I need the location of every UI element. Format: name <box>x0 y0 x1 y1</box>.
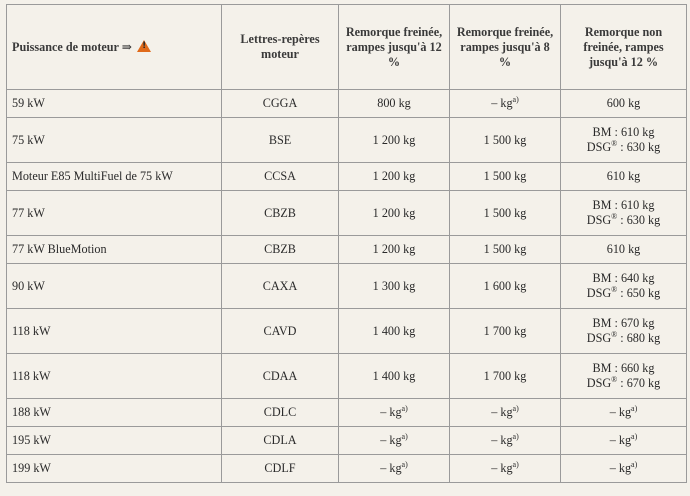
footnote-marker: a) <box>631 460 638 469</box>
table-row <box>7 118 687 163</box>
table-row <box>7 163 687 191</box>
cell-engine-power: 59 kW <box>7 90 222 118</box>
cell-unbraked-12-line: 610 kg <box>606 169 641 183</box>
cell-unbraked-12-line <box>565 331 682 346</box>
dsg-value: : 630 kg <box>617 140 661 154</box>
warning-triangle-icon <box>137 40 151 52</box>
cell-unbraked-12 <box>561 264 687 309</box>
dsg-label: DSG <box>586 376 612 390</box>
cell-engine-power: 77 kW BlueMotion <box>7 236 222 264</box>
cell-braked-12 <box>339 118 450 163</box>
cell-unbraked-12 <box>561 236 687 264</box>
footnote-marker: a) <box>401 432 408 441</box>
cell-unbraked-12-line: BM : 610 kg <box>592 125 655 139</box>
registered-mark: ® <box>611 139 618 148</box>
cell-engine-power: 90 kW <box>7 264 222 309</box>
header-engine-power <box>7 5 222 90</box>
cell-braked-8 <box>450 90 561 118</box>
footnote-marker: a) <box>631 404 638 413</box>
cell-braked-12-value: 1 200 kg <box>372 242 416 256</box>
dsg-value: : 670 kg <box>617 376 661 390</box>
cell-unbraked-12-line: BM : 610 kg <box>592 198 655 212</box>
cell-unbraked-12 <box>561 399 687 427</box>
cell-engine-code: BSE <box>222 118 339 163</box>
cell-braked-8-value: 1 500 kg <box>483 169 527 183</box>
cell-unbraked-12-line <box>565 140 682 155</box>
cell-braked-12 <box>339 309 450 354</box>
footnote-marker: a) <box>512 460 519 469</box>
cell-braked-8 <box>450 191 561 236</box>
cell-braked-12 <box>339 264 450 309</box>
registered-mark: ® <box>611 212 618 221</box>
footnote-marker: a) <box>512 95 519 104</box>
cell-unbraked-12 <box>561 309 687 354</box>
cell-engine-code: CGGA <box>222 90 339 118</box>
footnote-marker: a) <box>401 404 408 413</box>
table-header-row <box>7 5 687 90</box>
cell-unbraked-12 <box>561 163 687 191</box>
cell-braked-8 <box>450 236 561 264</box>
cell-braked-12-value: 1 200 kg <box>372 205 416 220</box>
cell-engine-code: CDLC <box>222 399 339 427</box>
cell-braked-8 <box>450 264 561 309</box>
cell-braked-12 <box>339 354 450 399</box>
header-unbraked-12-label: Remorque non freinée, rampes jusqu'à 12 % <box>583 24 664 69</box>
cell-engine-power: 188 kW <box>7 399 222 427</box>
cell-unbraked-12-line <box>565 286 682 301</box>
cell-unbraked-12 <box>561 455 687 483</box>
dsg-value: : 650 kg <box>617 286 661 300</box>
cell-braked-8-value: 1 700 kg <box>483 368 527 383</box>
cell-braked-12-value: 800 kg <box>377 96 411 110</box>
cell-braked-12-value: 1 200 kg <box>372 132 416 147</box>
table-row <box>7 455 687 483</box>
cell-braked-12 <box>339 455 450 483</box>
cell-braked-12 <box>339 163 450 191</box>
cell-braked-12 <box>339 427 450 455</box>
table-row <box>7 191 687 236</box>
cell-braked-12 <box>339 90 450 118</box>
cell-braked-8 <box>450 163 561 191</box>
cell-braked-12-value: – kg <box>380 461 402 475</box>
header-braked-8 <box>450 5 561 90</box>
cell-braked-12-value: – kg <box>380 433 402 447</box>
cell-engine-code: CAVD <box>222 309 339 354</box>
cell-engine-power: 118 kW <box>7 309 222 354</box>
table-row <box>7 264 687 309</box>
cell-braked-12 <box>339 191 450 236</box>
cell-engine-power: 195 kW <box>7 427 222 455</box>
dsg-label: DSG <box>586 213 612 227</box>
cell-braked-8 <box>450 118 561 163</box>
cell-unbraked-12-line <box>565 376 682 391</box>
table-row <box>7 427 687 455</box>
dsg-value: : 680 kg <box>617 331 661 345</box>
cell-unbraked-12 <box>561 118 687 163</box>
table-body <box>7 90 687 483</box>
cell-unbraked-12 <box>561 427 687 455</box>
cell-braked-8 <box>450 354 561 399</box>
cell-engine-power: 75 kW <box>7 118 222 163</box>
table-row <box>7 399 687 427</box>
registered-mark: ® <box>611 375 618 384</box>
cell-braked-8-value: 1 700 kg <box>483 323 527 338</box>
table-row <box>7 90 687 118</box>
dsg-label: DSG <box>586 331 612 345</box>
cell-unbraked-12 <box>561 191 687 236</box>
cell-braked-8-value: – kg <box>491 433 513 447</box>
header-unbraked-12 <box>561 5 687 90</box>
footnote-marker: a) <box>401 460 408 469</box>
cell-engine-power: Moteur E85 MultiFuel de 75 kW <box>7 163 222 191</box>
table-row <box>7 309 687 354</box>
cell-engine-code: CDAA <box>222 354 339 399</box>
registered-mark: ® <box>611 285 618 294</box>
dsg-value: : 630 kg <box>617 213 661 227</box>
cell-braked-8-value: – kg <box>491 405 513 419</box>
cell-engine-code: CBZB <box>222 236 339 264</box>
cell-unbraked-12 <box>561 354 687 399</box>
cell-unbraked-12-line: – kg <box>609 461 632 475</box>
header-braked-12 <box>339 5 450 90</box>
header-engine-code <box>222 5 339 90</box>
cell-engine-code: CAXA <box>222 264 339 309</box>
cell-braked-8 <box>450 309 561 354</box>
footnote-marker: a) <box>631 432 638 441</box>
cell-braked-12-value: 1 300 kg <box>372 278 416 293</box>
cell-braked-12-value: 1 400 kg <box>372 368 416 383</box>
cell-unbraked-12-line: – kg <box>609 405 632 419</box>
header-arrow: ⇒ <box>121 39 133 54</box>
cell-braked-8-value: 1 500 kg <box>483 205 527 220</box>
table-row <box>7 236 687 264</box>
cell-braked-8-value: 1 600 kg <box>483 278 527 293</box>
cell-unbraked-12-line: – kg <box>609 433 632 447</box>
cell-braked-8-value: 1 500 kg <box>483 132 527 147</box>
cell-engine-power: 77 kW <box>7 191 222 236</box>
trailer-weight-table <box>6 4 687 483</box>
cell-braked-12 <box>339 399 450 427</box>
cell-unbraked-12 <box>561 90 687 118</box>
footnote-marker: a) <box>512 432 519 441</box>
cell-unbraked-12-line: 600 kg <box>606 96 641 110</box>
header-braked-8-label: Remorque freinée, rampes jusqu'à 8 % <box>456 24 554 69</box>
cell-engine-code: CBZB <box>222 191 339 236</box>
cell-engine-code: CCSA <box>222 163 339 191</box>
footnote-marker: a) <box>512 404 519 413</box>
cell-braked-8 <box>450 399 561 427</box>
cell-braked-12-value: 1 200 kg <box>372 169 416 183</box>
cell-unbraked-12-line: 610 kg <box>606 242 641 256</box>
cell-braked-8 <box>450 455 561 483</box>
dsg-label: DSG <box>586 286 612 300</box>
registered-mark: ® <box>611 330 618 339</box>
cell-unbraked-12-line: BM : 670 kg <box>592 316 655 330</box>
cell-engine-code: CDLF <box>222 455 339 483</box>
cell-braked-12-value: 1 400 kg <box>372 323 416 338</box>
cell-engine-power: 199 kW <box>7 455 222 483</box>
trailer-weight-table-page <box>6 4 686 490</box>
cell-braked-12 <box>339 236 450 264</box>
cell-braked-8-value: – kg <box>491 461 513 475</box>
dsg-label: DSG <box>586 140 612 154</box>
cell-unbraked-12-line: BM : 660 kg <box>592 361 655 375</box>
cell-braked-8 <box>450 427 561 455</box>
cell-braked-12-value: – kg <box>380 405 402 419</box>
header-braked-12-label: Remorque freinée, rampes jusqu'à 12 % <box>345 24 443 69</box>
header-engine-power-label: Puissance de moteur <box>12 39 119 54</box>
cell-braked-8-value: 1 500 kg <box>483 242 527 256</box>
table-row <box>7 354 687 399</box>
cell-unbraked-12-line: BM : 640 kg <box>592 271 655 285</box>
header-engine-code-label: Lettres-repères moteur <box>240 32 320 61</box>
cell-engine-power: 118 kW <box>7 354 222 399</box>
cell-braked-8-value: – kg <box>491 96 513 110</box>
cell-engine-code: CDLA <box>222 427 339 455</box>
cell-unbraked-12-line <box>565 213 682 228</box>
